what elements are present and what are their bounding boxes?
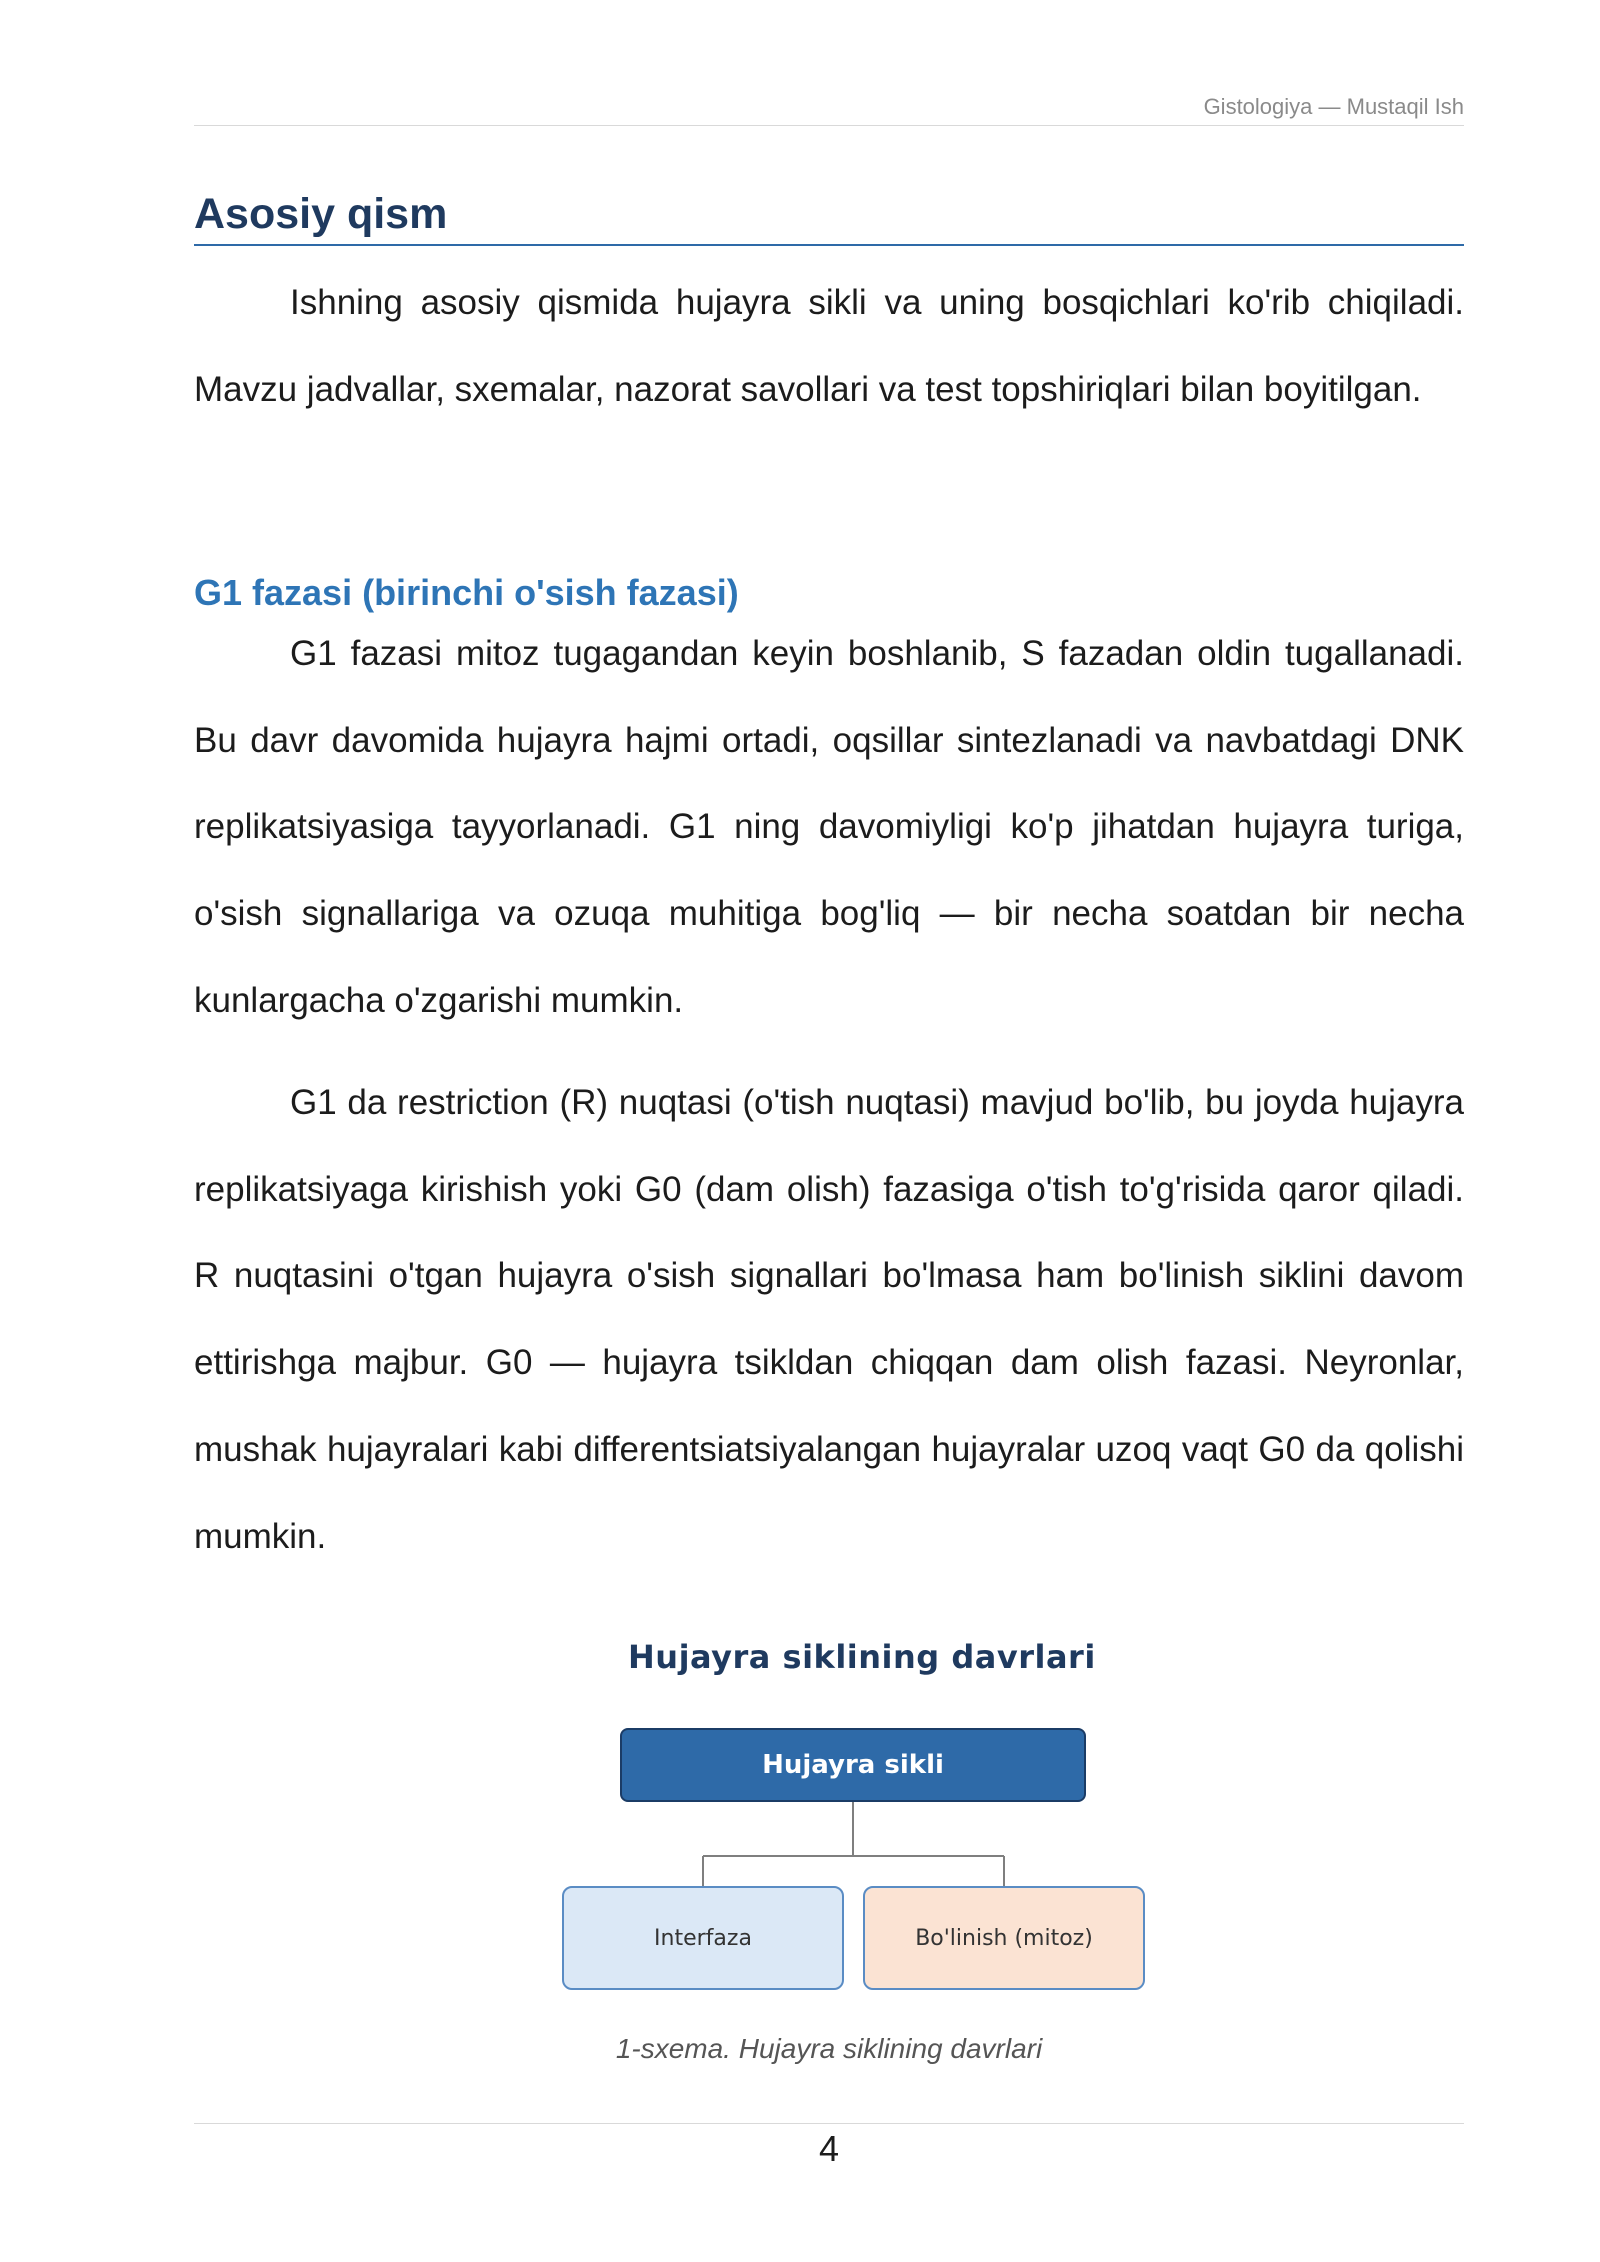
body-paragraph-2: G1 da restriction (R) nuqtasi (o'tish nuqtasi) mavjud bo'lib, bu joyda hujayra replikatsiyaga kirishish yoki G0 (dam olish) fazasiga o'tish to'g'risida qaror qiladi. R nuqtasini o'tgan hujayra o'sish signallari bo'lmasa ham bo'linish siklini davom ettirishga majbur. G0 — hujayra tsikldan chiqqan dam olish fazasi. Neyronlar, mushak hujayralari kabi differentsiatsiyalangan hujayralar uzoq vaqt G0 da qolishi mumkin.	[194, 1083, 1464, 1556]
header-divider	[194, 125, 1464, 126]
document-page	[194, 0, 1464, 2262]
intro-paragraph: Ishning asosiy qismida hujayra sikli va uning bosqichlari ko'rib chiqiladi. Mavzu jadvallar, sxemalar, nazorat savollari va test topshiriqlari bilan boyitilgan.	[194, 283, 1464, 409]
diagram-node-interfaza-label: Interfaza	[654, 1925, 752, 1951]
page-number: 4	[818, 2128, 840, 2169]
diagram-node-root	[620, 1728, 1086, 1802]
diagram-node-interfaza	[562, 1886, 844, 1990]
diagram-caption: 1-sxema. Hujayra siklining davrlari	[615, 2033, 1043, 2064]
diagram-node-mitoz-label: Bo'linish (mitoz)	[915, 1925, 1093, 1951]
running-header: Gistologiya — Mustaqil Ish	[1203, 94, 1464, 119]
body-paragraph-1: G1 fazasi mitoz tugagandan keyin boshlanib, S fazadan oldin tugallanadi. Bu davr davomida hujayra hajmi ortadi, oqsillar sintezlanadi va navbatdagi DNK replikatsiyasiga tayyorlanadi. G1 ning davomiyligi ko'p jihatdan hujayra turiga, o'sish signallariga va ozuqa muhitiga bog'liq — bir necha soatdan bir necha kunlargacha o'zgarishi mumkin.	[194, 634, 1464, 1020]
subsection-heading: G1 fazasi (birinchi o'sish fazasi)	[194, 572, 739, 613]
diagram-node-root-label: Hujayra sikli	[762, 1750, 944, 1780]
footer-divider	[194, 2123, 1464, 2124]
diagram-title: Hujayra siklining davrlari	[628, 1638, 1096, 1676]
section-title: Asosiy qism	[194, 190, 448, 238]
section-title-underline	[194, 244, 1464, 246]
diagram-node-mitoz	[863, 1886, 1145, 1990]
